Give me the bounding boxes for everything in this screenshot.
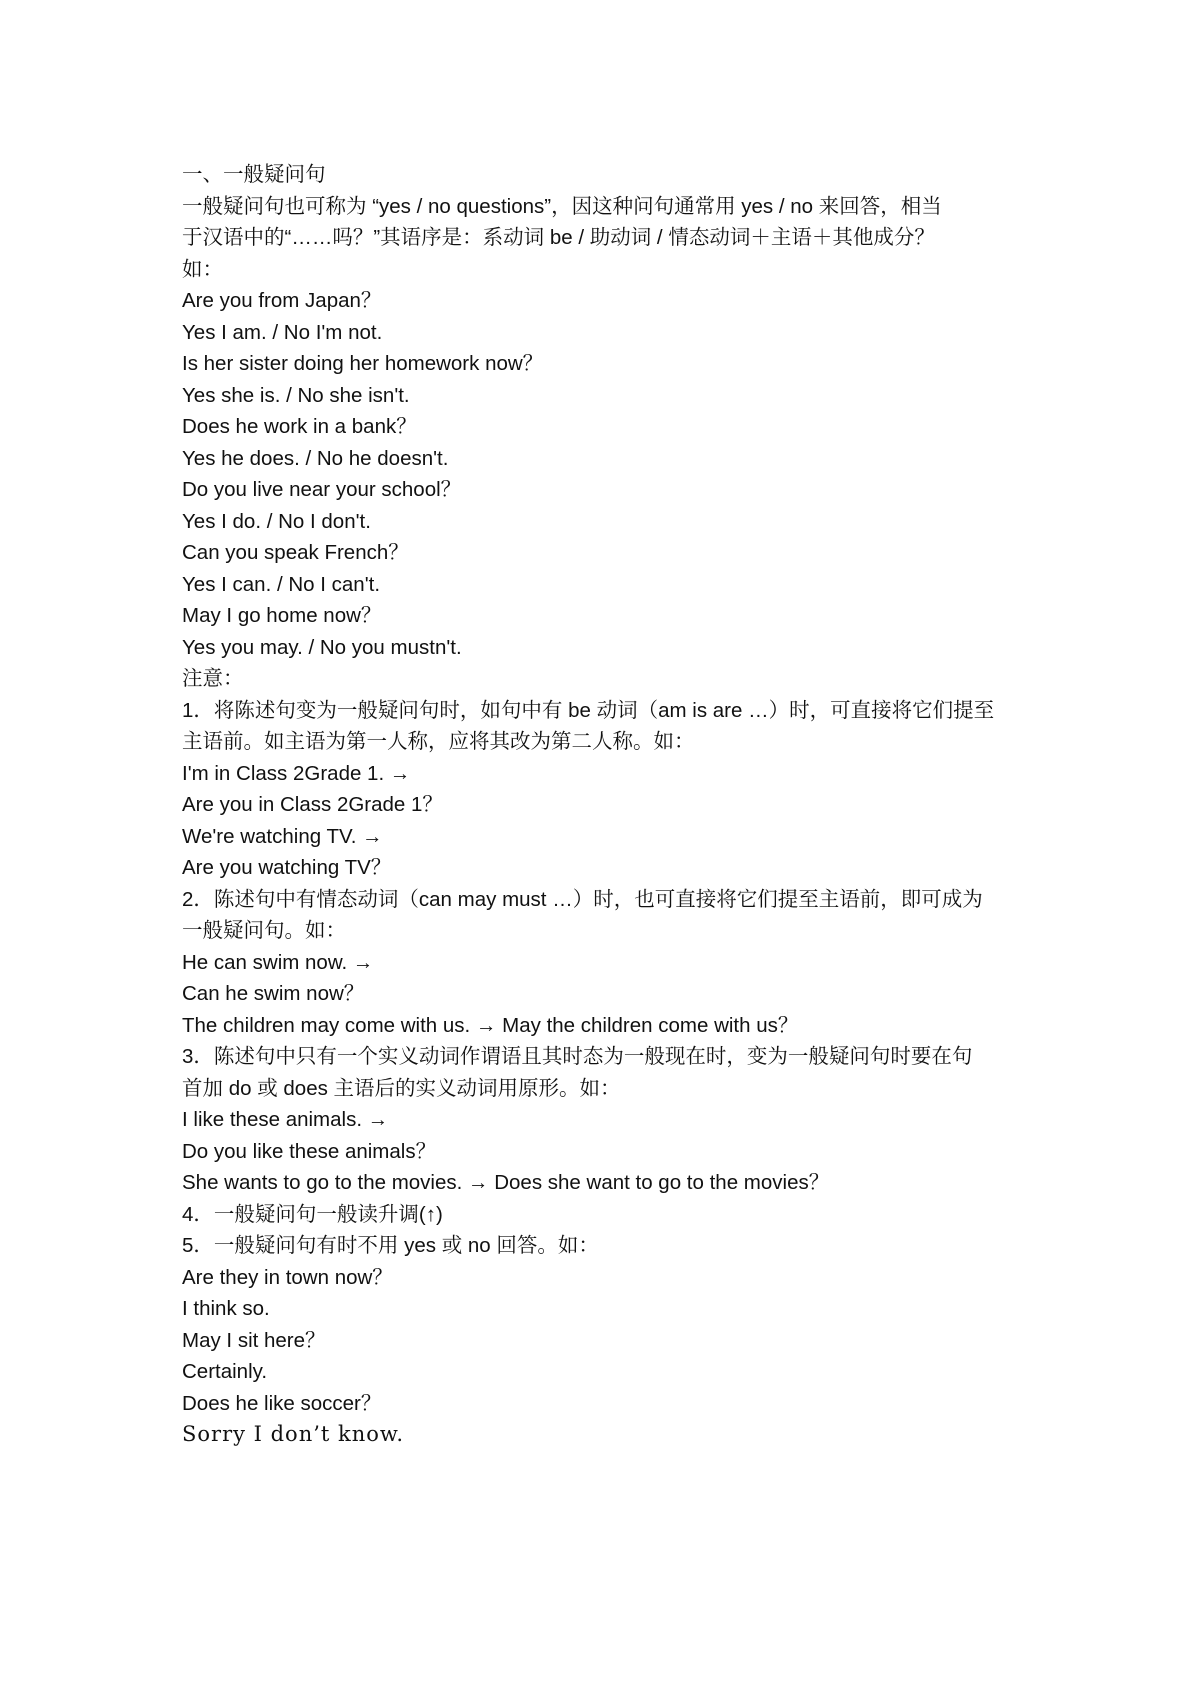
example-question: Does he like soccer？	[182, 1391, 382, 1415]
example-question: Can he swim now？	[182, 982, 365, 1005]
example-answer: Yes he does. / No he doesn't.	[182, 446, 449, 470]
example-statement: I like these animals. →	[182, 1108, 389, 1131]
example-question: May I go home now？	[182, 604, 382, 627]
paragraph-line: 一般疑问句也可称为 “yes / no questions”，因这种问句通常用 yes / no 来回答，相当	[182, 194, 942, 218]
document-body	[182, 159, 1042, 1451]
example-answer: Yes you may. / No you mustn't.	[182, 635, 462, 659]
example-answer: Sorry I don’t know.	[182, 1422, 405, 1446]
example-answer: Yes I can. / No I can't.	[182, 572, 381, 596]
example-transform: She wants to go to the movies. → Does she want to go to the movies？	[182, 1171, 830, 1194]
example-answer: Yes she is. / No she isn't.	[182, 383, 410, 407]
note-line: 2．陈述句中有情态动词（can may must …）时，也可直接将它们提至主语前，即可成为	[182, 887, 983, 911]
note-line: 4．一般疑问句一般读升调(↑)	[182, 1202, 443, 1226]
notes-heading: 注意：	[182, 667, 244, 690]
section-heading: 一、一般疑问句	[182, 163, 326, 186]
example-question: Do you like these animals？	[182, 1139, 437, 1163]
paragraph-line: 于汉语中的“……吗？”其语序是：系动词 be / 助动词 / 情态动词＋主语＋其他成分？	[182, 226, 935, 249]
example-answer: Yes I do. / No I don't.	[182, 509, 371, 533]
example-question: Can you speak French？	[182, 541, 409, 564]
example-statement: He can swim now. →	[182, 950, 374, 974]
note-line: 一般疑问句。如：	[182, 919, 346, 942]
example-answer: Yes I am. / No I'm not.	[182, 320, 383, 344]
example-question: Are they in town now？	[182, 1265, 393, 1289]
example-statement: We're watching TV. →	[182, 824, 383, 848]
example-answer: Certainly.	[182, 1360, 268, 1383]
note-line: 3．陈述句中只有一个实义动词作谓语且其时态为一般现在时，变为一般疑问句时要在句	[182, 1045, 973, 1068]
example-transform: The children may come with us. → May the children come with us？	[182, 1013, 799, 1037]
example-question: Do you live near your school？	[182, 478, 462, 501]
example-question: Are you watching TV？	[182, 856, 392, 879]
example-question: Is her sister doing her homework now？	[182, 352, 544, 375]
note-line: 主语前。如主语为第一人称，应将其改为第二人称。如：	[182, 730, 695, 753]
paragraph-line: 如：	[182, 257, 223, 281]
note-line: 首加 do 或 does 主语后的实义动词用原形。如：	[182, 1076, 621, 1100]
example-statement: I'm in Class 2Grade 1. →	[182, 761, 411, 785]
example-question: Are you from Japan？	[182, 289, 382, 312]
example-question: May I sit here？	[182, 1328, 326, 1352]
note-line: 5．一般疑问句有时不用 yes 或 no 回答。如：	[182, 1234, 599, 1257]
example-question: Does he work in a bank？	[182, 415, 417, 438]
example-answer: I think so.	[182, 1297, 270, 1320]
note-line: 1．将陈述句变为一般疑问句时，如句中有 be 动词（am is are …）时，可直接将它们提至	[182, 698, 995, 722]
example-question: Are you in Class 2Grade 1？	[182, 793, 443, 816]
